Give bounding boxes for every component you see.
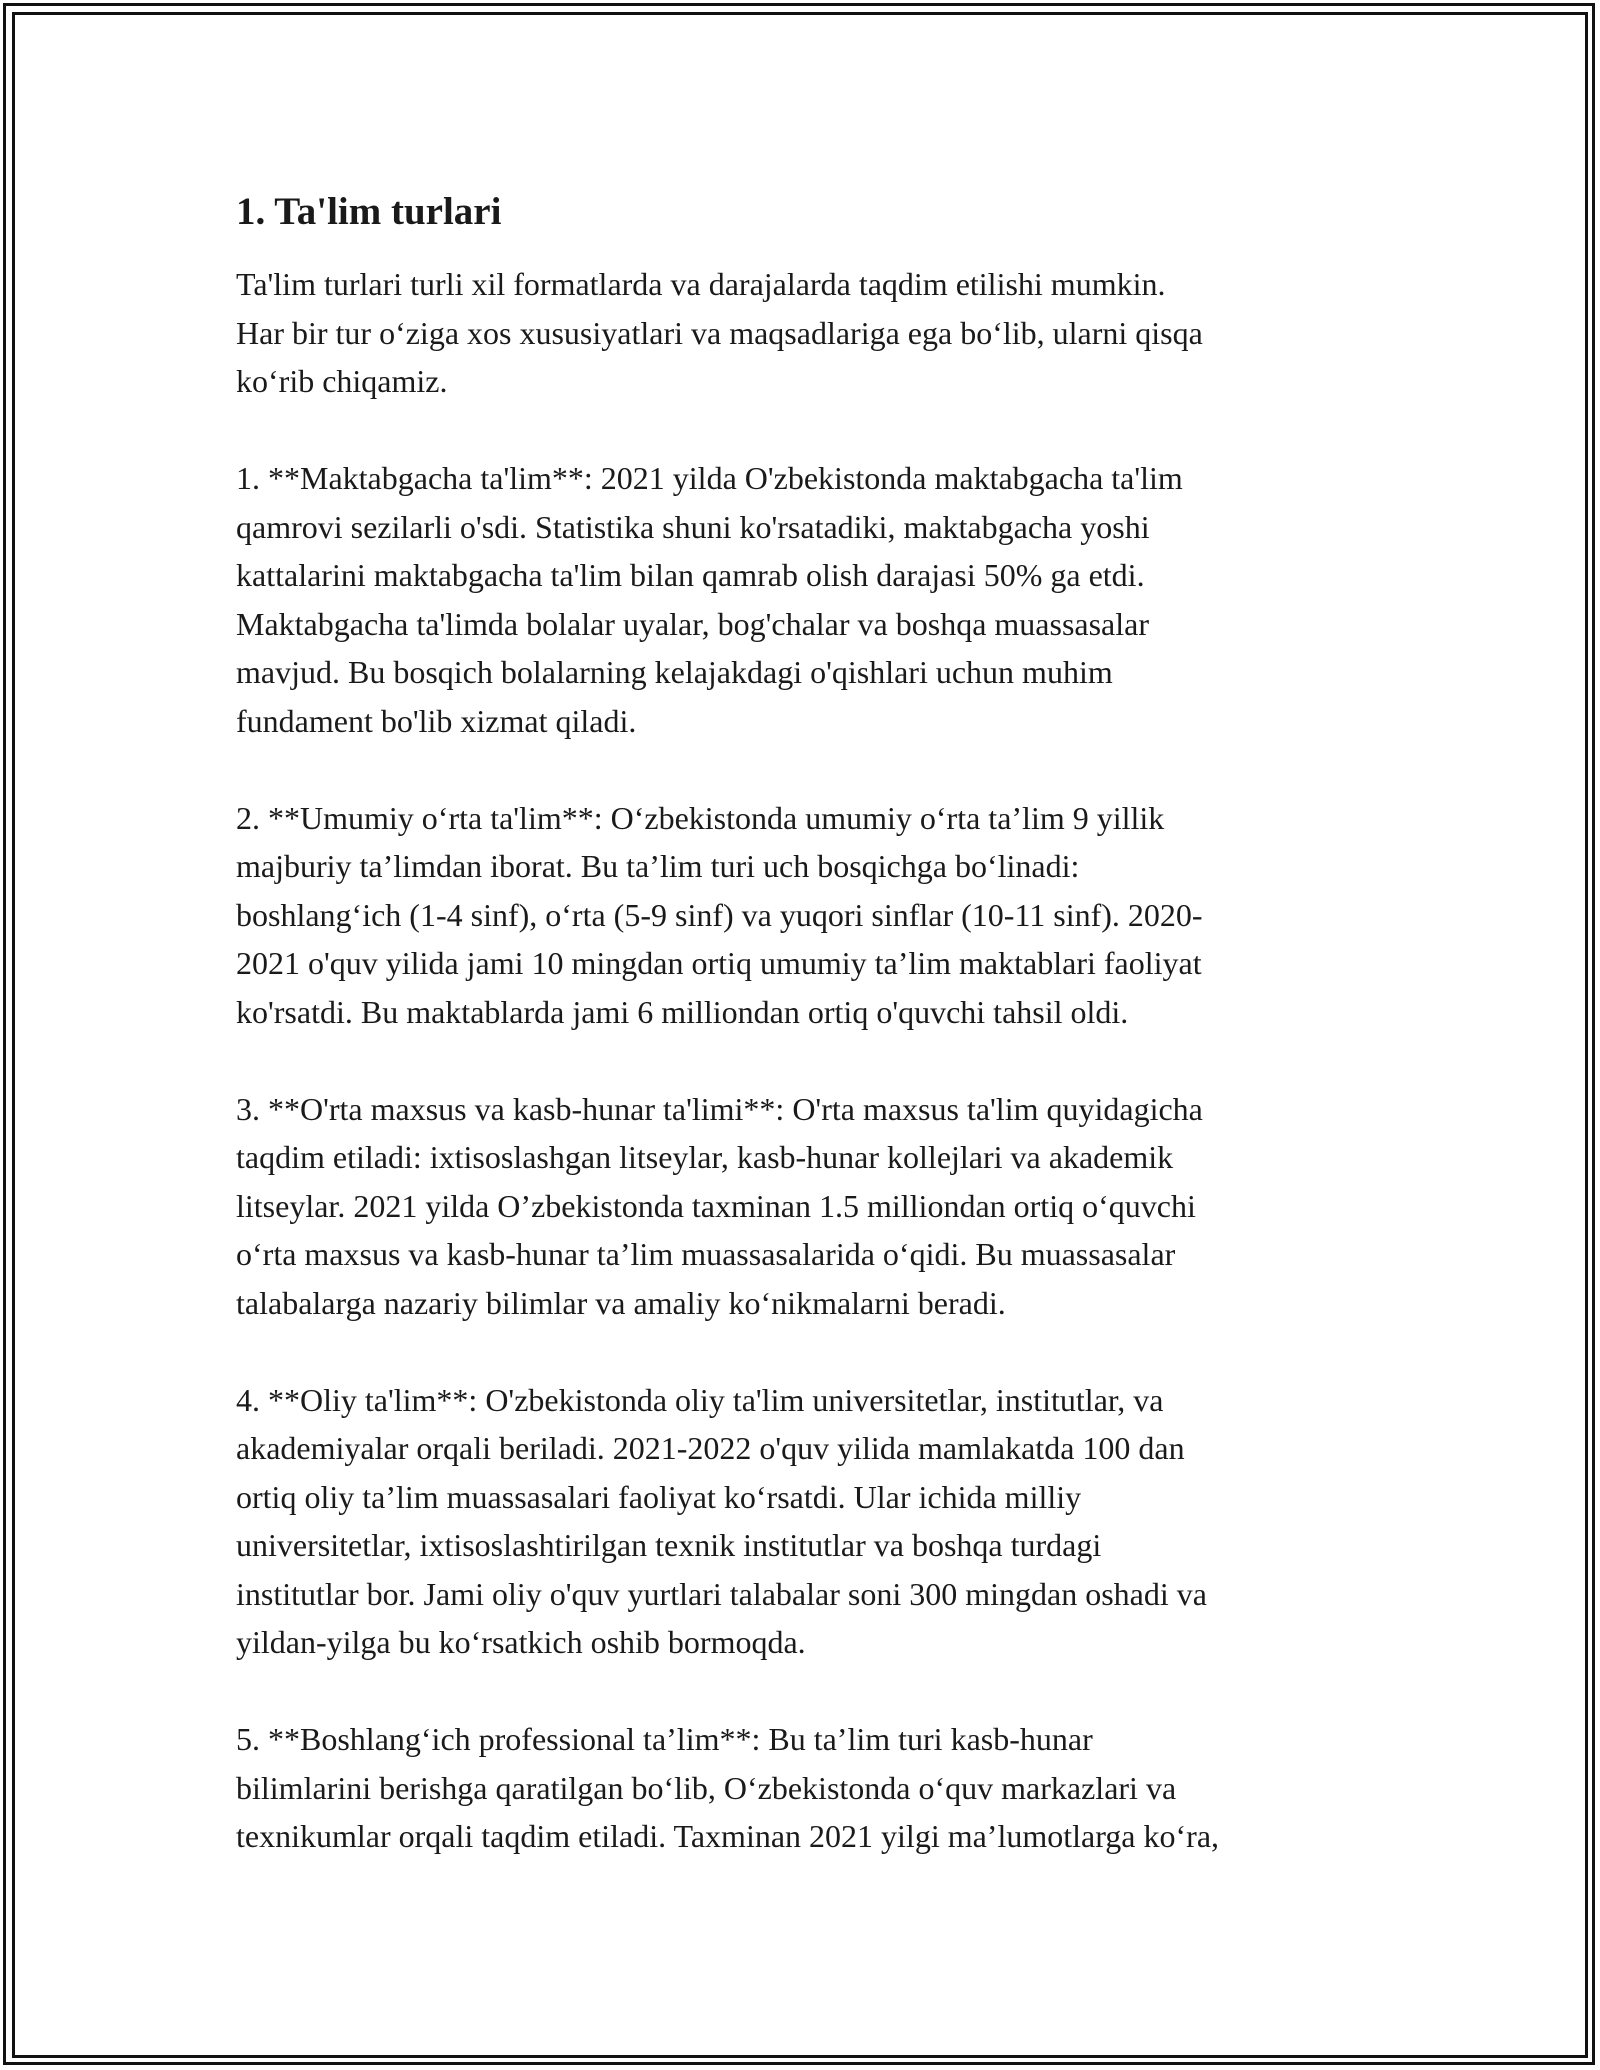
paragraph-initial-professional-education: 5. **Boshlang‘ich professional ta’lim**: Bu ta’lim turi kasb-hunar bilimlarini berishga qaratilgan bo‘lib, O‘zbekistonda o‘quv markazlari va texnikumlar orqali taqdim etiladi. Taxminan 2021 yilgi ma’lumotlarga ko‘ra, [236, 1721, 1220, 1854]
document-page [236, 188, 1376, 1909]
intro-paragraph: Ta'lim turlari turli xil formatlarda va darajalarda taqdim etilishi mumkin. Har bir tur o‘ziga xos xususiyatlari va maqsadlariga ega bo‘lib, ularni qisqa ko‘rib chiqamiz. [236, 266, 1203, 399]
paragraph-higher-education: 4. **Oliy ta'lim**: O'zbekistonda oliy ta'lim universitetlar, institutlar, va akademiyalar orqali beriladi. 2021-2022 o'quv yilida mamlakatda 100 dan ortiq oliy ta’lim muassasalari faoliyat ko‘rsatdi. Ular ichida milliy universitetlar, ixtisoslashtirilgan texnik institutlar va boshqa turdagi institutlar bor. Jami oliy o'quv yurtlari talabalar soni 300 mingdan oshadi va yildan-yilga bu ko‘rsatkich oshib bormoqda. [236, 1381, 1207, 1660]
paragraph-vocational-education: 3. **O'rta maxsus va kasb-hunar ta'limi**: O'rta maxsus ta'lim quyidagicha taqdim etiladi: ixtisoslashgan litseylar, kasb-hunar kollejlari va akademik litseylar. 2021 yilda O’zbekistonda taxminan 1.5 milliondan ortiq o‘quvchi o‘rta maxsus va kasb-hunar ta’lim muassasalarida o‘qidi. Bu muassasalar talabalarga nazariy bilimlar va amaliy ko‘nikmalarni beradi. [236, 1090, 1203, 1321]
paragraph-general-secondary-education: 2. **Umumiy o‘rta ta'lim**: O‘zbekistonda umumiy o‘rta ta’lim 9 yillik majburiy ta’limdan iborat. Bu ta’lim turi uch bosqichga bo‘linadi: boshlang‘ich (1-4 sinf), o‘rta (5-9 sinf) va yuqori sinflar (10-11 sinf). 2020- 2021 o'quv yilida jami 10 mingdan ortiq umumiy ta’lim maktablari faoliyat ko'rsatdi. Bu maktablarda jami 6 milliondan ortiq o'quvchi tahsil oldi. [236, 799, 1203, 1030]
section-title: 1. Ta'lim turlari [236, 190, 502, 233]
paragraph-preschool-education: 1. **Maktabgacha ta'lim**: 2021 yilda O'zbekistonda maktabgacha ta'lim qamrovi sezilarli o'sdi. Statistika shuni ko'rsatadiki, maktabgacha yoshi kattalarini maktabgacha ta'lim bilan qamrab olish darajasi 50% ga etdi. Maktabgacha ta'limda bolalar uyalar, bog'chalar va boshqa muassasalar mavjud. Bu bosqich bolalarning kelajakdagi o'qishlari uchun muhim fundament bo'lib xizmat qiladi. [236, 460, 1183, 739]
